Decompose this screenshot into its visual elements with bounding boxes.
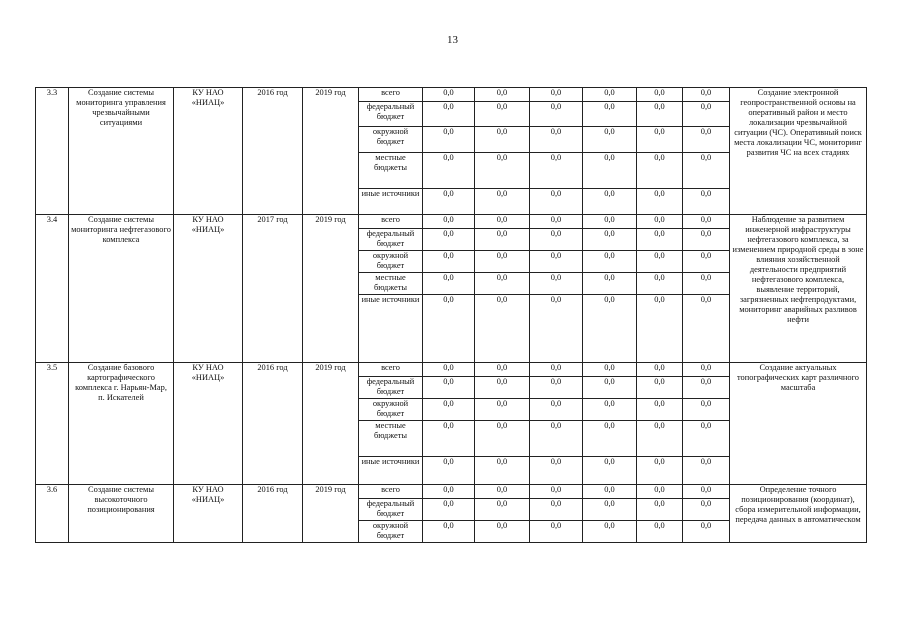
- end-year: 2019 год: [303, 363, 359, 485]
- amount-cell: 0,0: [475, 421, 530, 457]
- amount-cell: 0,0: [475, 363, 530, 377]
- amount-cell: 0,0: [475, 153, 530, 189]
- amount-cell: 0,0: [423, 127, 475, 153]
- amount-cell: 0,0: [530, 485, 583, 499]
- amount-cell: 0,0: [683, 273, 730, 295]
- amount-cell: 0,0: [475, 457, 530, 485]
- item-number: 3.3: [36, 88, 69, 215]
- amount-cell: 0,0: [683, 521, 730, 543]
- item-number: 3.4: [36, 215, 69, 363]
- amount-cell: 0,0: [637, 399, 683, 421]
- amount-cell: 0,0: [637, 363, 683, 377]
- amount-cell: 0,0: [530, 363, 583, 377]
- amount-cell: 0,0: [475, 273, 530, 295]
- amount-cell: 0,0: [530, 295, 583, 363]
- amount-cell: 0,0: [583, 153, 637, 189]
- amount-cell: 0,0: [637, 127, 683, 153]
- amount-cell: 0,0: [423, 377, 475, 399]
- amount-cell: 0,0: [583, 189, 637, 215]
- budget-table: [35, 87, 867, 543]
- amount-cell: 0,0: [530, 457, 583, 485]
- funding-source: окружной бюджет: [359, 399, 423, 421]
- amount-cell: 0,0: [583, 88, 637, 102]
- amount-cell: 0,0: [637, 273, 683, 295]
- amount-cell: 0,0: [423, 499, 475, 521]
- amount-cell: 0,0: [530, 421, 583, 457]
- end-year: 2019 год: [303, 485, 359, 543]
- amount-cell: 0,0: [423, 485, 475, 499]
- amount-cell: 0,0: [683, 499, 730, 521]
- amount-cell: 0,0: [530, 399, 583, 421]
- amount-cell: 0,0: [583, 499, 637, 521]
- amount-cell: 0,0: [637, 457, 683, 485]
- amount-cell: 0,0: [637, 499, 683, 521]
- amount-cell: 0,0: [530, 88, 583, 102]
- amount-cell: 0,0: [530, 273, 583, 295]
- amount-cell: 0,0: [475, 215, 530, 229]
- amount-cell: 0,0: [683, 457, 730, 485]
- amount-cell: 0,0: [583, 521, 637, 543]
- amount-cell: 0,0: [530, 229, 583, 251]
- amount-cell: 0,0: [683, 251, 730, 273]
- amount-cell: 0,0: [423, 521, 475, 543]
- expected-result: Создание электронной геопространственной основы на оперативный район и место локализации чрезвычайной ситуации (ЧС). Оперативный поиск места локализации ЧС, мониторинг развития ЧС на всех стадиях: [730, 88, 867, 215]
- amount-cell: 0,0: [683, 229, 730, 251]
- amount-cell: 0,0: [637, 485, 683, 499]
- amount-cell: 0,0: [683, 377, 730, 399]
- amount-cell: 0,0: [423, 399, 475, 421]
- funding-source: местные бюджеты: [359, 273, 423, 295]
- amount-cell: 0,0: [637, 521, 683, 543]
- amount-cell: 0,0: [683, 421, 730, 457]
- amount-cell: 0,0: [530, 215, 583, 229]
- amount-cell: 0,0: [423, 363, 475, 377]
- amount-cell: 0,0: [423, 229, 475, 251]
- amount-cell: 0,0: [583, 457, 637, 485]
- amount-cell: 0,0: [583, 229, 637, 251]
- funding-source: окружной бюджет: [359, 521, 423, 543]
- amount-cell: 0,0: [637, 377, 683, 399]
- amount-cell: 0,0: [683, 295, 730, 363]
- funding-source: местные бюджеты: [359, 421, 423, 457]
- amount-cell: 0,0: [530, 102, 583, 127]
- funding-source: федеральный бюджет: [359, 102, 423, 127]
- amount-cell: 0,0: [423, 457, 475, 485]
- end-year: 2019 год: [303, 88, 359, 215]
- amount-cell: 0,0: [530, 377, 583, 399]
- item-name: Создание системы мониторинга нефтегазового комплекса: [69, 215, 174, 363]
- funding-source: федеральный бюджет: [359, 377, 423, 399]
- table-row: [36, 363, 867, 377]
- amount-cell: 0,0: [475, 499, 530, 521]
- amount-cell: 0,0: [423, 273, 475, 295]
- expected-result: Создание актуальных топографических карт различного масштаба: [730, 363, 867, 485]
- amount-cell: 0,0: [530, 153, 583, 189]
- amount-cell: 0,0: [530, 189, 583, 215]
- expected-result: Наблюдение за развитием инженерной инфраструктуры нефтегазового комплекса, за изменением природной среды в зоне влияния хозяйственной деятельности предприятий нефтегазового комплекса, выявление территорий, загрязненных нефтепродуктами, мониторинг аварийных разливов нефти: [730, 215, 867, 363]
- amount-cell: 0,0: [637, 421, 683, 457]
- funding-source: федеральный бюджет: [359, 229, 423, 251]
- amount-cell: 0,0: [423, 215, 475, 229]
- amount-cell: 0,0: [475, 189, 530, 215]
- end-year: 2019 год: [303, 215, 359, 363]
- item-name: Создание системы высокоточного позиционирования: [69, 485, 174, 543]
- start-year: 2016 год: [243, 485, 303, 543]
- amount-cell: 0,0: [637, 251, 683, 273]
- amount-cell: 0,0: [583, 399, 637, 421]
- amount-cell: 0,0: [583, 215, 637, 229]
- amount-cell: 0,0: [683, 127, 730, 153]
- table-row: [36, 215, 867, 229]
- amount-cell: 0,0: [683, 399, 730, 421]
- funding-source: окружной бюджет: [359, 127, 423, 153]
- funding-source: окружной бюджет: [359, 251, 423, 273]
- item-number: 3.5: [36, 363, 69, 485]
- amount-cell: 0,0: [683, 485, 730, 499]
- amount-cell: 0,0: [683, 189, 730, 215]
- executor: КУ НАО «НИАЦ»: [174, 485, 243, 543]
- amount-cell: 0,0: [475, 377, 530, 399]
- executor: КУ НАО «НИАЦ»: [174, 88, 243, 215]
- executor: КУ НАО «НИАЦ»: [174, 363, 243, 485]
- start-year: 2017 год: [243, 215, 303, 363]
- amount-cell: 0,0: [530, 251, 583, 273]
- funding-source: всего: [359, 485, 423, 499]
- amount-cell: 0,0: [423, 189, 475, 215]
- amount-cell: 0,0: [475, 251, 530, 273]
- funding-source: всего: [359, 215, 423, 229]
- expected-result: Определение точного позиционирования (координат), сбора измерительной информации, передача данных в автоматическом: [730, 485, 867, 543]
- funding-source: иные источники: [359, 295, 423, 363]
- amount-cell: 0,0: [423, 421, 475, 457]
- amount-cell: 0,0: [637, 215, 683, 229]
- amount-cell: 0,0: [475, 521, 530, 543]
- amount-cell: 0,0: [475, 485, 530, 499]
- amount-cell: 0,0: [583, 102, 637, 127]
- amount-cell: 0,0: [583, 421, 637, 457]
- funding-source: всего: [359, 363, 423, 377]
- amount-cell: 0,0: [423, 102, 475, 127]
- amount-cell: 0,0: [475, 127, 530, 153]
- executor: КУ НАО «НИАЦ»: [174, 215, 243, 363]
- amount-cell: 0,0: [583, 363, 637, 377]
- amount-cell: 0,0: [683, 102, 730, 127]
- amount-cell: 0,0: [423, 153, 475, 189]
- start-year: 2016 год: [243, 88, 303, 215]
- start-year: 2016 год: [243, 363, 303, 485]
- amount-cell: 0,0: [475, 229, 530, 251]
- amount-cell: 0,0: [683, 215, 730, 229]
- amount-cell: 0,0: [423, 88, 475, 102]
- table-row: [36, 485, 867, 499]
- amount-cell: 0,0: [475, 295, 530, 363]
- amount-cell: 0,0: [683, 88, 730, 102]
- funding-source: федеральный бюджет: [359, 499, 423, 521]
- amount-cell: 0,0: [683, 153, 730, 189]
- item-name: Создание системы мониторинга управления чрезвычайными ситуациями: [69, 88, 174, 215]
- amount-cell: 0,0: [637, 88, 683, 102]
- page-number: 13: [447, 34, 458, 46]
- amount-cell: 0,0: [583, 377, 637, 399]
- amount-cell: 0,0: [475, 88, 530, 102]
- amount-cell: 0,0: [423, 251, 475, 273]
- funding-source: иные источники: [359, 189, 423, 215]
- amount-cell: 0,0: [583, 127, 637, 153]
- funding-source: всего: [359, 88, 423, 102]
- amount-cell: 0,0: [475, 102, 530, 127]
- amount-cell: 0,0: [583, 273, 637, 295]
- table-row: [36, 88, 867, 102]
- amount-cell: 0,0: [637, 102, 683, 127]
- amount-cell: 0,0: [583, 295, 637, 363]
- amount-cell: 0,0: [637, 189, 683, 215]
- amount-cell: 0,0: [583, 485, 637, 499]
- funding-source: местные бюджеты: [359, 153, 423, 189]
- amount-cell: 0,0: [530, 499, 583, 521]
- amount-cell: 0,0: [583, 251, 637, 273]
- funding-source: иные источники: [359, 457, 423, 485]
- item-name: Создание базового картографического комплекса г. Нарьян-Мар, п. Искателей: [69, 363, 174, 485]
- item-number: 3.6: [36, 485, 69, 543]
- amount-cell: 0,0: [475, 399, 530, 421]
- amount-cell: 0,0: [637, 229, 683, 251]
- amount-cell: 0,0: [683, 363, 730, 377]
- amount-cell: 0,0: [637, 153, 683, 189]
- amount-cell: 0,0: [637, 295, 683, 363]
- amount-cell: 0,0: [423, 295, 475, 363]
- amount-cell: 0,0: [530, 521, 583, 543]
- amount-cell: 0,0: [530, 127, 583, 153]
